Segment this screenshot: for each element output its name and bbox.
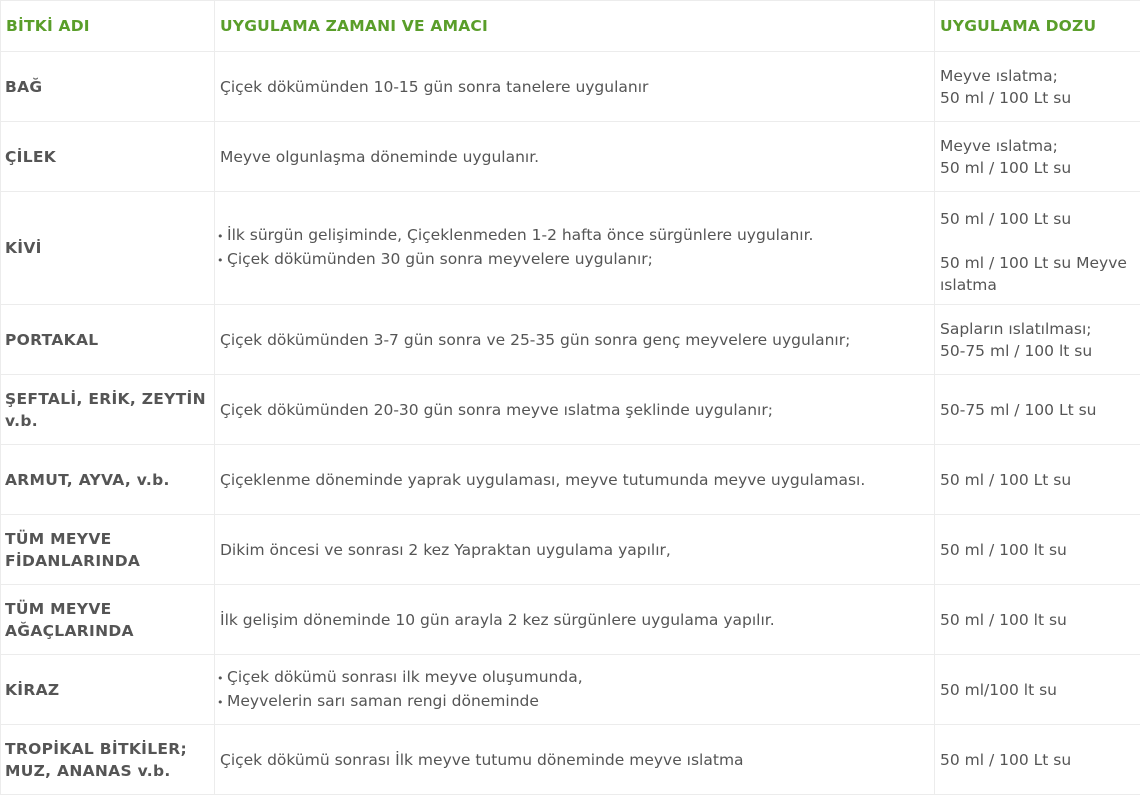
dose-cell: Meyve ıslatma; 50 ml / 100 Lt su (935, 122, 1140, 192)
timing-cell: Meyve olgunlaşma döneminde uygulanır. (215, 122, 935, 192)
timing-cell: Dikim öncesi ve sonrası 2 kez Yapraktan uygulama yapılır, (215, 515, 935, 585)
plant-name-cell: BAĞ (1, 52, 215, 122)
table-row (1, 375, 1140, 445)
dose-cell: 50 ml / 100 lt su (935, 585, 1140, 655)
table-row (1, 445, 1140, 515)
plant-name-cell: KİVİ (1, 192, 215, 305)
plant-name-cell: PORTAKAL (1, 305, 215, 375)
table-row (1, 192, 1140, 305)
plant-name-cell: TÜM MEYVE FİDANLARINDA (1, 515, 215, 585)
timing-cell: Çiçek dökümünden 3-7 gün sonra ve 25-35 gün sonra genç meyvelere uygulanır; (215, 305, 935, 375)
timing-bullet: • İlk sürgün gelişiminde, Çiçeklenmeden 1-2 hafta önce sürgünlere uygulanır. (217, 224, 930, 248)
header-application-timing: UYGULAMA ZAMANI VE AMACI (215, 1, 935, 52)
table-row (1, 305, 1140, 375)
dose-cell: 50 ml/100 lt su (935, 655, 1140, 725)
header-application-dose: UYGULAMA DOZU (935, 1, 1140, 52)
table-body (1, 52, 1140, 795)
header-row (1, 1, 1140, 52)
table-row (1, 585, 1140, 655)
timing-bullet: • Çiçek dökümü sonrası ilk meyve oluşumunda, (217, 666, 930, 690)
timing-cell: Çiçek dökümünden 20-30 gün sonra meyve ıslatma şeklinde uygulanır; (215, 375, 935, 445)
timing-cell (215, 192, 935, 305)
header-plant-name: BİTKİ ADI (1, 1, 215, 52)
plant-name-cell: TROPİKAL BİTKİLER; MUZ, ANANAS v.b. (1, 725, 215, 795)
table-row (1, 655, 1140, 725)
plant-name-cell: ÇİLEK (1, 122, 215, 192)
plant-name-cell: ŞEFTALİ, ERİK, ZEYTİN v.b. (1, 375, 215, 445)
timing-bullet: • Çiçek dökümünden 30 gün sonra meyvelere uygulanır; (217, 248, 930, 272)
timing-cell: Çiçek dökümü sonrası İlk meyve tutumu döneminde meyve ıslatma (215, 725, 935, 795)
table-row (1, 52, 1140, 122)
dose-cell: 50 ml / 100 lt su (935, 515, 1140, 585)
plant-name-cell: KİRAZ (1, 655, 215, 725)
timing-cell: İlk gelişim döneminde 10 gün arayla 2 kez sürgünlere uygulama yapılır. (215, 585, 935, 655)
plant-name-cell: ARMUT, AYVA, v.b. (1, 445, 215, 515)
table-header (1, 1, 1140, 52)
timing-cell: Çiçeklenme döneminde yaprak uygulaması, meyve tutumunda meyve uygulaması. (215, 445, 935, 515)
dose-text: 50 ml / 100 Lt su 50 ml / 100 Lt su Meyve ıslatma (940, 208, 1136, 282)
dose-cell: Sapların ıslatılması; 50-75 ml / 100 lt su (935, 305, 1140, 375)
timing-cell (215, 655, 935, 725)
table-row (1, 725, 1140, 795)
dose-cell: 50 ml / 100 Lt su (935, 725, 1140, 795)
timing-cell: Çiçek dökümünden 10-15 gün sonra tanelere uygulanır (215, 52, 935, 122)
plant-name-cell: TÜM MEYVE AĞAÇLARINDA (1, 585, 215, 655)
table-row (1, 515, 1140, 585)
dose-cell: 50-75 ml / 100 Lt su (935, 375, 1140, 445)
table-row (1, 122, 1140, 192)
dose-cell (935, 192, 1140, 305)
dose-cell: Meyve ıslatma; 50 ml / 100 Lt su (935, 52, 1140, 122)
timing-bullet: • Meyvelerin sarı saman rengi döneminde (217, 690, 930, 714)
dose-cell: 50 ml / 100 Lt su (935, 445, 1140, 515)
